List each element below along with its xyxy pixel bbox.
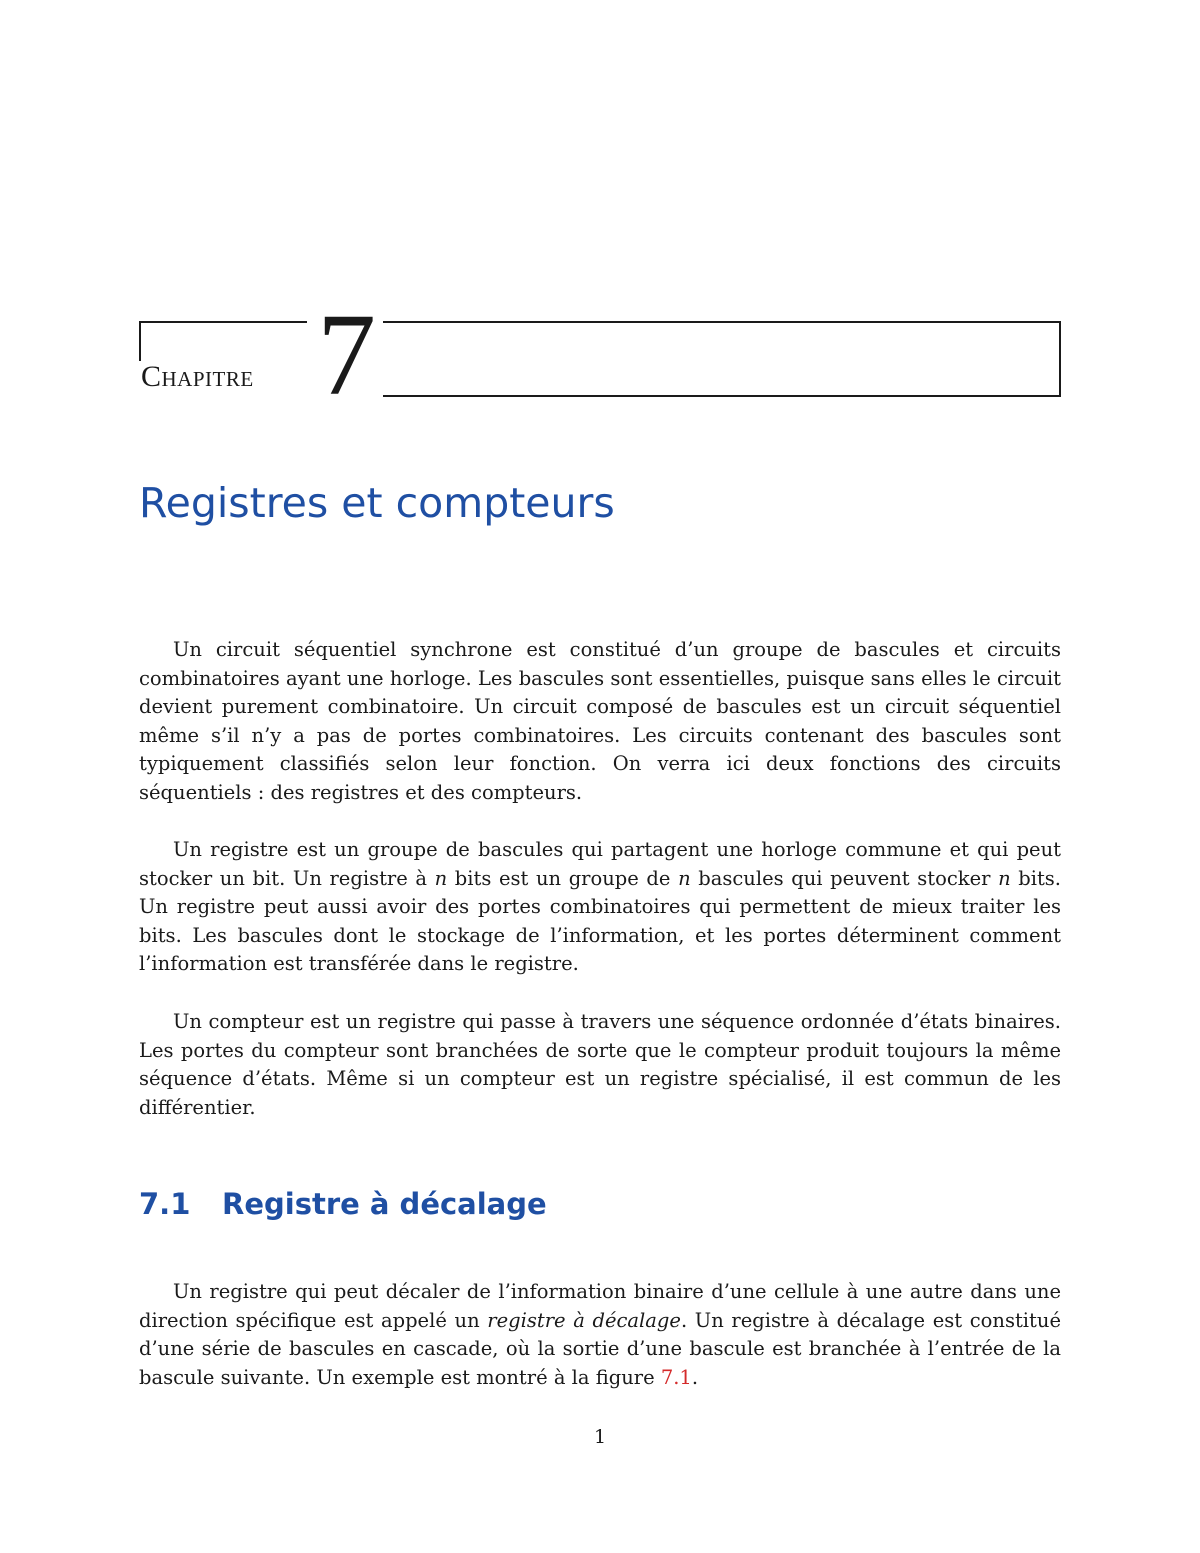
- section-heading: [139, 1187, 547, 1221]
- page-number: 1: [593, 1426, 607, 1448]
- frame-top-right: [383, 321, 1061, 323]
- intro-paragraph-1: Un circuit séquentiel synchrone est constitué d’un groupe de bascules et circuits combinatoires ayant une horloge. Les bascules sont essentielles, puisque sans elles le circuit devient purement combinatoire. Un circuit composé de bascules est un circuit séquentiel même s’il n’y a pas de portes combinatoires. Les circuits contenant des bascules sont typiquement classifiés selon leur fonction. On verra ici deux fonctions des circuits séquentiels : des registres et des compteurs.: [139, 638, 1061, 804]
- frame-top-left: [139, 321, 307, 323]
- section-number: 7.1: [139, 1187, 191, 1221]
- chapter-header: [139, 289, 1061, 420]
- frame-left-tick: [139, 321, 141, 361]
- intro-paragraph-2: Un registre est un groupe de bascules qui partagent une horloge commune et qui peut stocker un bit. Un registre à n bits est un groupe de n bascules qui peuvent stocker n bits. Un registre peut aussi avoir des portes combinatoires qui permettent de mieux traiter les bits. Les bascules dont le stockage de l’information, et les portes déterminent comment l’information est transférée dans le registre.: [139, 838, 1061, 975]
- frame-right: [1059, 321, 1061, 396]
- intro-paragraph-3: Un compteur est un registre qui passe à travers une séquence ordonnée d’états binaires. Les portes du compteur sont branchées de sorte que le compteur produit toujours la même séquence d’états. Même si un compteur est un registre spécialisé, il est commun de les différentier.: [139, 1010, 1061, 1119]
- section-paragraph-1: Un registre qui peut décaler de l’information binaire d’une cellule à une autre dans une direction spécifique est appelé un registre à décalage. Un registre à décalage est constitué d’une série de bascules en cascade, où la sortie d’une bascule est branchée à l’entrée de la bascule suivante. Un exemple est montré à la figure 7.1.: [139, 1280, 1061, 1389]
- chapter-number: 7: [317, 289, 376, 420]
- chapter-title: Registres et compteurs: [139, 479, 615, 527]
- variable-n: n: [434, 866, 448, 890]
- term-emphasis: registre à décalage: [487, 1308, 681, 1332]
- section-title: Registre à décalage: [222, 1187, 547, 1221]
- frame-bottom-right: [383, 395, 1061, 397]
- chapter-label: Chapitre: [141, 360, 254, 393]
- variable-n: n: [998, 866, 1011, 890]
- variable-n: n: [678, 866, 691, 890]
- figure-reference-link[interactable]: 7.1: [660, 1365, 692, 1389]
